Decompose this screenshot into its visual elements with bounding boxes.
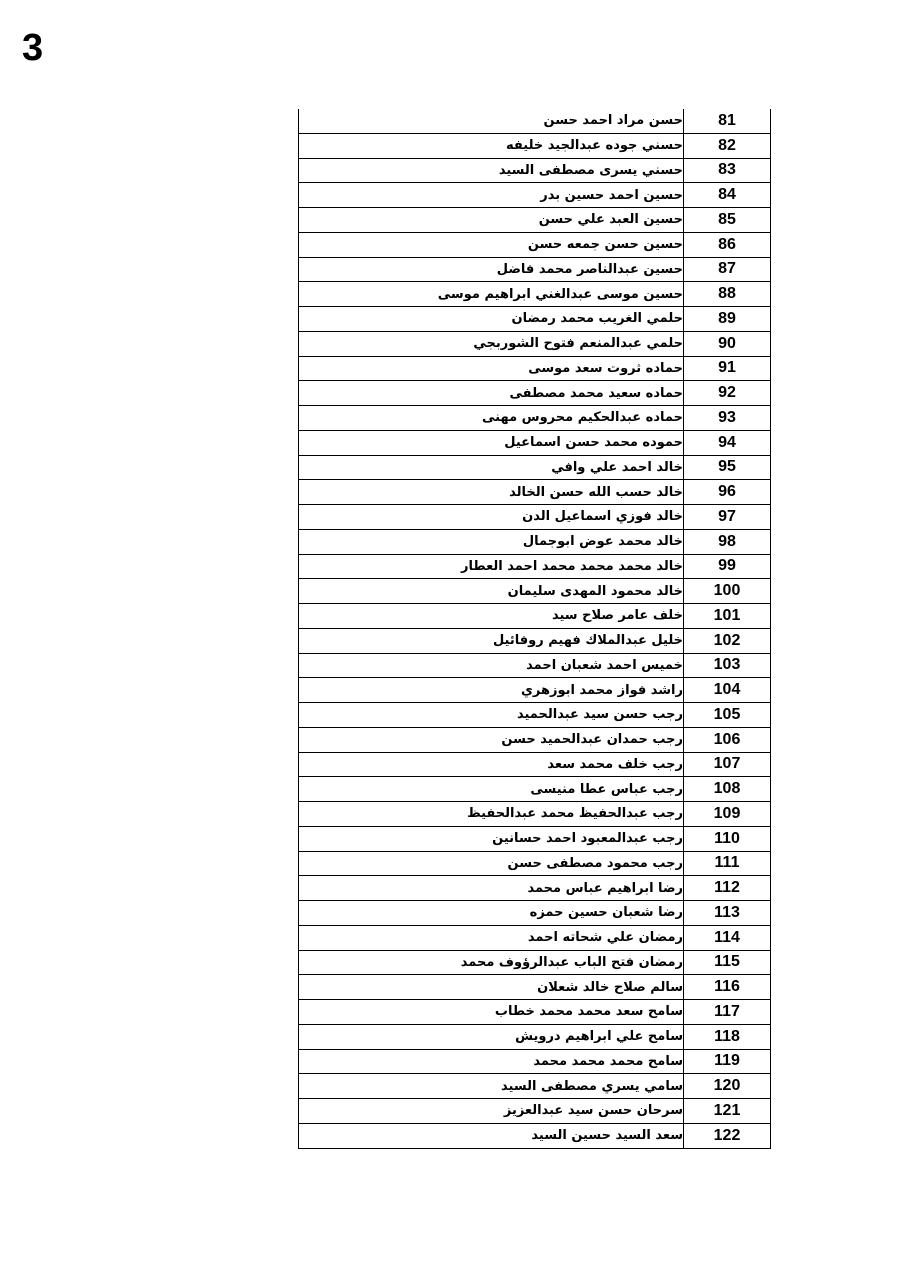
table-row [299, 1074, 771, 1099]
number-cell: 98 [684, 529, 771, 554]
name-cell: سامح محمد محمد محمد [299, 1049, 684, 1074]
name-cell: خلف عامر صلاح سيد [299, 604, 684, 629]
number-cell: 90 [684, 331, 771, 356]
table-row [299, 901, 771, 926]
page-number: 3 [22, 27, 44, 69]
table-row [299, 183, 771, 208]
table-row [299, 381, 771, 406]
name-cell: رجب محمود مصطفى حسن [299, 851, 684, 876]
number-cell: 97 [684, 505, 771, 530]
number-cell: 86 [684, 232, 771, 257]
table-row [299, 1123, 771, 1148]
number-cell: 111 [684, 851, 771, 876]
table-row [299, 975, 771, 1000]
name-cell: خالد حسب الله حسن الخالد [299, 480, 684, 505]
name-cell: سامي يسري مصطفى السيد [299, 1074, 684, 1099]
number-cell: 113 [684, 901, 771, 926]
number-cell: 104 [684, 678, 771, 703]
table-row [299, 406, 771, 431]
table-row [299, 876, 771, 901]
number-cell: 81 [684, 109, 771, 133]
number-cell: 118 [684, 1024, 771, 1049]
name-cell: سامح سعد محمد محمد خطاب [299, 1000, 684, 1025]
table-row [299, 257, 771, 282]
table-row [299, 331, 771, 356]
table-row [299, 604, 771, 629]
name-cell: خالد احمد علي وافي [299, 455, 684, 480]
table-row [299, 529, 771, 554]
number-cell: 120 [684, 1074, 771, 1099]
number-cell: 88 [684, 282, 771, 307]
name-cell: حلمي عبدالمنعم فتوح الشوربجي [299, 331, 684, 356]
name-cell: سالم صلاح خالد شعلان [299, 975, 684, 1000]
name-cell: خالد محمود المهدى سليمان [299, 579, 684, 604]
name-cell: رضا شعبان حسين حمزه [299, 901, 684, 926]
table-row [299, 1000, 771, 1025]
name-cell: حماده سعيد محمد مصطفى [299, 381, 684, 406]
table-row [299, 208, 771, 233]
number-cell: 114 [684, 925, 771, 950]
name-cell: حسين عبدالناصر محمد فاضل [299, 257, 684, 282]
name-cell: حماده ثروت سعد موسى [299, 356, 684, 381]
number-cell: 84 [684, 183, 771, 208]
number-cell: 101 [684, 604, 771, 629]
name-cell: حسني جوده عبدالجيد خليفه [299, 133, 684, 158]
number-cell: 121 [684, 1099, 771, 1124]
name-cell: رجب خلف محمد سعد [299, 752, 684, 777]
table-row [299, 307, 771, 332]
name-cell: حسن مراد احمد حسن [299, 109, 684, 133]
number-cell: 103 [684, 653, 771, 678]
table-row [299, 356, 771, 381]
number-cell: 87 [684, 257, 771, 282]
table-row [299, 232, 771, 257]
table-row [299, 727, 771, 752]
table-row [299, 455, 771, 480]
number-cell: 108 [684, 777, 771, 802]
name-cell: خليل عبدالملاك فهيم روفائيل [299, 628, 684, 653]
table-row [299, 430, 771, 455]
name-cell: حسين العبد علي حسن [299, 208, 684, 233]
table-row [299, 554, 771, 579]
table-row [299, 826, 771, 851]
name-cell: حلمي الغريب محمد رمضان [299, 307, 684, 332]
number-cell: 117 [684, 1000, 771, 1025]
table-row [299, 158, 771, 183]
table-row [299, 579, 771, 604]
number-cell: 83 [684, 158, 771, 183]
table-row [299, 628, 771, 653]
number-cell: 122 [684, 1123, 771, 1148]
names-table-body [299, 109, 771, 1148]
name-cell: سامح علي ابراهيم درويش [299, 1024, 684, 1049]
number-cell: 96 [684, 480, 771, 505]
number-cell: 106 [684, 727, 771, 752]
name-cell: رمضان فتح الباب عبدالرؤوف محمد [299, 950, 684, 975]
names-table [298, 109, 771, 1149]
number-cell: 93 [684, 406, 771, 431]
name-cell: رجب عبدالمعبود احمد حسانين [299, 826, 684, 851]
name-cell: حسني يسرى مصطفى السيد [299, 158, 684, 183]
name-cell: خالد محمد عوض ابوجمال [299, 529, 684, 554]
table-row [299, 777, 771, 802]
name-cell: سرحان حسن سيد عبدالعزيز [299, 1099, 684, 1124]
number-cell: 92 [684, 381, 771, 406]
table-row [299, 1099, 771, 1124]
number-cell: 115 [684, 950, 771, 975]
name-cell: رجب عبدالحفيظ محمد عبدالحفيظ [299, 802, 684, 827]
table-row [299, 950, 771, 975]
number-cell: 119 [684, 1049, 771, 1074]
table-row [299, 282, 771, 307]
name-cell: حموده محمد حسن اسماعيل [299, 430, 684, 455]
number-cell: 105 [684, 703, 771, 728]
number-cell: 109 [684, 802, 771, 827]
table-row [299, 133, 771, 158]
table-row [299, 703, 771, 728]
number-cell: 89 [684, 307, 771, 332]
name-cell: رجب حسن سيد عبدالحميد [299, 703, 684, 728]
number-cell: 91 [684, 356, 771, 381]
table-row [299, 678, 771, 703]
table-row [299, 505, 771, 530]
table-row [299, 851, 771, 876]
name-cell: حسين موسى عبدالغني ابراهيم موسى [299, 282, 684, 307]
name-cell: خالد فوزي اسماعيل الدن [299, 505, 684, 530]
name-cell: حماده عبدالحكيم محروس مهنى [299, 406, 684, 431]
number-cell: 94 [684, 430, 771, 455]
number-cell: 116 [684, 975, 771, 1000]
name-cell: حسين احمد حسين بدر [299, 183, 684, 208]
number-cell: 95 [684, 455, 771, 480]
number-cell: 110 [684, 826, 771, 851]
table-row [299, 1024, 771, 1049]
number-cell: 112 [684, 876, 771, 901]
name-cell: راشد فواز محمد ابوزهري [299, 678, 684, 703]
table-row [299, 653, 771, 678]
name-cell: سعد السيد حسين السيد [299, 1123, 684, 1148]
number-cell: 100 [684, 579, 771, 604]
table-row [299, 925, 771, 950]
number-cell: 107 [684, 752, 771, 777]
name-cell: خميس احمد شعبان احمد [299, 653, 684, 678]
table-row [299, 1049, 771, 1074]
name-cell: رجب عباس عطا منيسى [299, 777, 684, 802]
table-row [299, 802, 771, 827]
number-cell: 102 [684, 628, 771, 653]
name-cell: رضا ابراهيم عباس محمد [299, 876, 684, 901]
name-cell: رمضان علي شحاته احمد [299, 925, 684, 950]
name-cell: حسين حسن جمعه حسن [299, 232, 684, 257]
number-cell: 85 [684, 208, 771, 233]
table-row [299, 752, 771, 777]
table-row [299, 109, 771, 133]
number-cell: 82 [684, 133, 771, 158]
number-cell: 99 [684, 554, 771, 579]
name-cell: خالد محمد محمد محمد احمد العطار [299, 554, 684, 579]
name-cell: رجب حمدان عبدالحميد حسن [299, 727, 684, 752]
table-row [299, 480, 771, 505]
